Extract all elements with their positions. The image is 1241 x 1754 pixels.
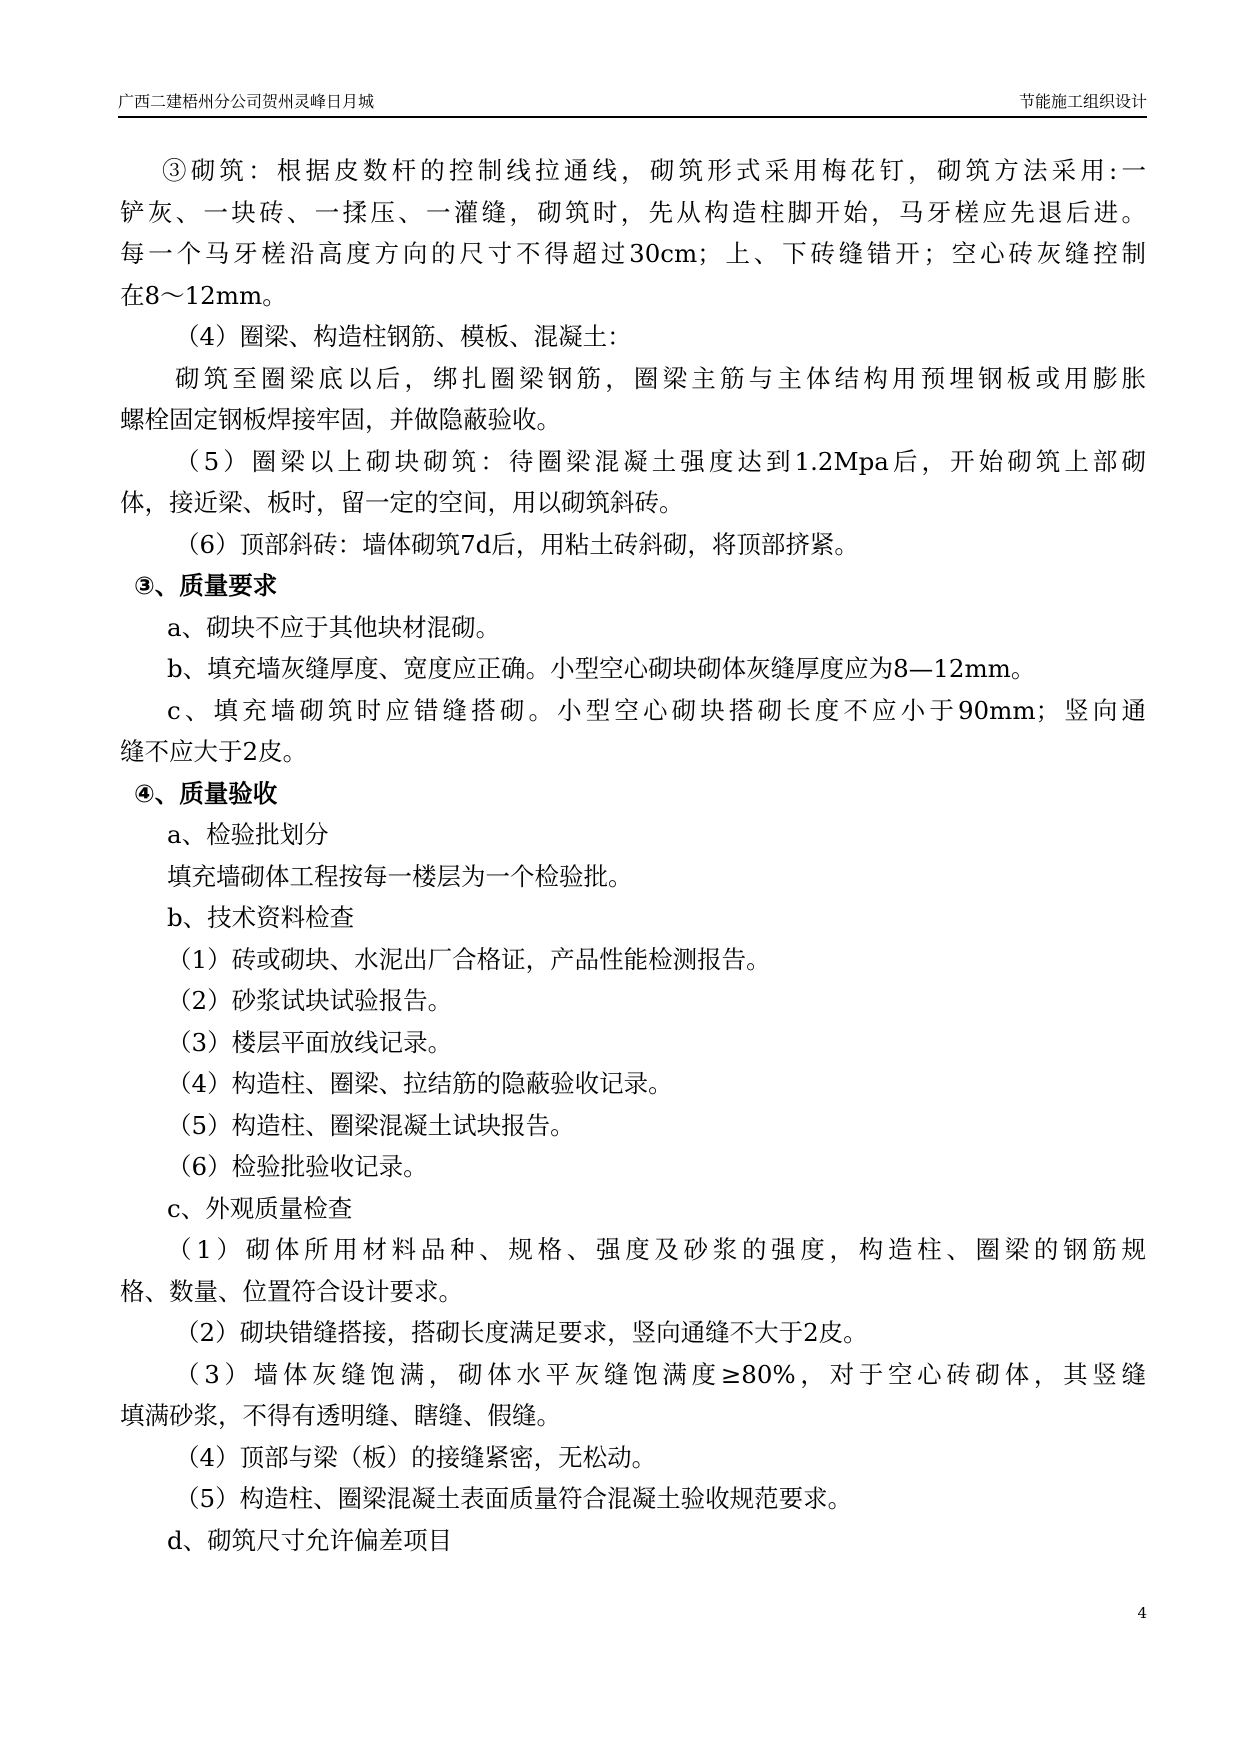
text-line: ③砌筑：根据皮数杆的控制线拉通线，砌筑形式采用梅花钉，砌筑方法采用:一 <box>162 156 1146 185</box>
text-line: （5）圈梁以上砌块砌筑：待圈梁混凝土强度达到1.2Mpa后，开始砌筑上部砌 <box>175 446 1146 476</box>
text-line: 砌筑至圈梁底以后，绑扎圈梁钢筋，圈梁主筋与主体结构用预埋钢板或用膨胀 <box>175 363 1146 393</box>
text-line: 每一个马牙槎沿高度方向的尺寸不得超过30cm；上、下砖缝错开；空心砖灰缝控制 <box>120 239 1146 268</box>
text-line: 铲灰、一块砖、一揉压、一灌缝，砌筑时，先从构造柱脚开始，马牙槎应先退后进。 <box>120 197 1146 227</box>
text-line: （6）检验批验收记录。 <box>167 1152 428 1181</box>
text-line: 在8～12mm。 <box>120 280 287 310</box>
text-line: （3）楼层平面放线记录。 <box>167 1027 453 1057</box>
text-line: 缝不应大于2皮。 <box>120 737 308 766</box>
header-doc-title: 节能施工组织设计 <box>1018 92 1147 111</box>
text-line: （2）砂浆试块试验报告。 <box>167 986 453 1015</box>
page-header <box>118 86 1147 118</box>
text-line: （4）圈梁、构造柱钢筋、模板、混凝土： <box>175 322 632 351</box>
text-line: 体，接近梁、板时，留一定的空间，用以砌筑斜砖。 <box>120 488 684 517</box>
text-line: （6）顶部斜砖：墙体砌筑7d后，用粘土砖斜砌，将顶部挤紧。 <box>175 529 859 559</box>
section-heading-quality-requirements: ③、质量要求 <box>134 571 278 600</box>
text-line: （5）构造柱、圈梁混凝土试块报告。 <box>167 1110 575 1140</box>
section-heading-quality-acceptance: ④、质量验收 <box>134 778 278 808</box>
text-line: b、填充墙灰缝厚度、宽度应正确。小型空心砌块砌体灰缝厚度应为8—12mm。 <box>167 654 1036 683</box>
text-line: c、外观质量检查 <box>167 1193 353 1223</box>
text-line: （4）构造柱、圈梁、拉结筋的隐蔽验收记录。 <box>167 1069 673 1098</box>
text-line: （1）砌体所用材料品种、规格、强度及砂浆的强度，构造柱、圈梁的钢筋规 <box>167 1235 1146 1264</box>
text-line: （3）墙体灰缝饱满，砌体水平灰缝饱满度≥80%，对于空心砖砌体，其竖缝 <box>175 1359 1146 1389</box>
text-line: （4）顶部与梁（板）的接缝紧密，无松动。 <box>175 1442 657 1472</box>
text-line: 填充墙砌体工程按每一楼层为一个检验批。 <box>167 861 633 891</box>
text-line: （5）构造柱、圈梁混凝土表面质量符合混凝土验收规范要求。 <box>175 1484 853 1513</box>
page-number: 4 <box>1137 1604 1147 1622</box>
text-line: b、技术资料检查 <box>167 903 355 932</box>
text-line: 填满砂浆，不得有透明缝、瞎缝、假缝。 <box>120 1401 561 1430</box>
header-company: 广西二建梧州分公司贺州灵峰日月城 <box>118 92 375 111</box>
text-line: （1）砖或砌块、水泥出厂合格证，产品性能检测报告。 <box>167 944 771 974</box>
text-line: a、砌块不应于其他块材混砌。 <box>167 612 501 642</box>
document-body <box>120 150 1146 1561</box>
text-line: d、砌筑尺寸允许偏差项目 <box>167 1525 453 1555</box>
text-line: （2）砌块错缝搭接，搭砌长度满足要求，竖向通缝不大于2皮。 <box>175 1318 868 1347</box>
text-line: 格、数量、位置符合设计要求。 <box>120 1276 463 1306</box>
text-line: c、填充墙砌筑时应错缝搭砌。小型空心砌块搭砌长度不应小于90mm；竖向通 <box>167 695 1146 725</box>
text-line: a、检验批划分 <box>167 820 329 849</box>
text-line: 螺栓固定钢板焊接牢固，并做隐蔽验收。 <box>120 405 561 434</box>
